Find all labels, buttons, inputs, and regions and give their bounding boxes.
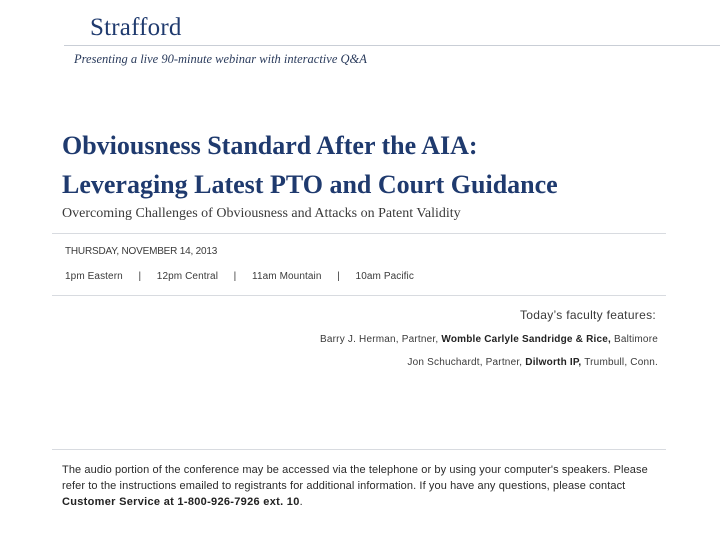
speaker-2-firm: Dilworth IP, [525, 357, 582, 368]
speaker-1-firm: Womble Carlyle Sandridge & Rice, [441, 334, 611, 345]
strafford-logo: Strafford [90, 14, 182, 41]
speaker-1-location: Baltimore [613, 334, 658, 345]
speaker-2-name: Jon Schuchardt, Partner, [407, 357, 523, 368]
event-times [65, 271, 414, 282]
customer-service-contact: Customer Service at 1-800-926-7926 ext. 10 [62, 496, 300, 508]
time-eastern: 1pm Eastern [65, 271, 123, 282]
divider-bottom [52, 449, 666, 450]
speaker-2 [407, 357, 658, 368]
footer-end: . [299, 496, 303, 508]
webinar-subtitle: Overcoming Challenges of Obviousness and Attacks on Patent Validity [62, 206, 461, 221]
time-central: 12pm Central [156, 271, 219, 282]
tagline: Presenting a live 90-minute webinar with interactive Q&A [74, 52, 367, 66]
time-separator: | [337, 271, 340, 282]
divider-top [52, 233, 666, 234]
audio-instructions [62, 462, 662, 510]
divider-middle [52, 295, 666, 296]
footer-text: The audio portion of the conference may be accessed via the telephone or by using your computer's speakers. Please refer to the instructions emailed to registrants for additional information. If you have any questions, please contact [62, 464, 648, 492]
header-divider [64, 45, 720, 46]
faculty-heading: Today’s faculty features: [519, 308, 656, 322]
time-mountain: 11am Mountain [252, 271, 322, 282]
title-line-1: Obviousness Standard After the AIA: [62, 131, 478, 160]
title-line-2: Leveraging Latest PTO and Court Guidance [62, 170, 558, 199]
speaker-1 [320, 334, 658, 345]
webinar-title [62, 126, 702, 204]
speaker-2-location: Trumbull, Conn. [584, 357, 658, 368]
speaker-1-name: Barry J. Herman, Partner, [320, 334, 439, 345]
time-separator: | [138, 271, 142, 282]
event-date: THURSDAY, NOVEMBER 14, 2013 [65, 246, 218, 257]
time-separator: | [233, 271, 237, 282]
time-pacific: 10am Pacific [355, 271, 414, 282]
